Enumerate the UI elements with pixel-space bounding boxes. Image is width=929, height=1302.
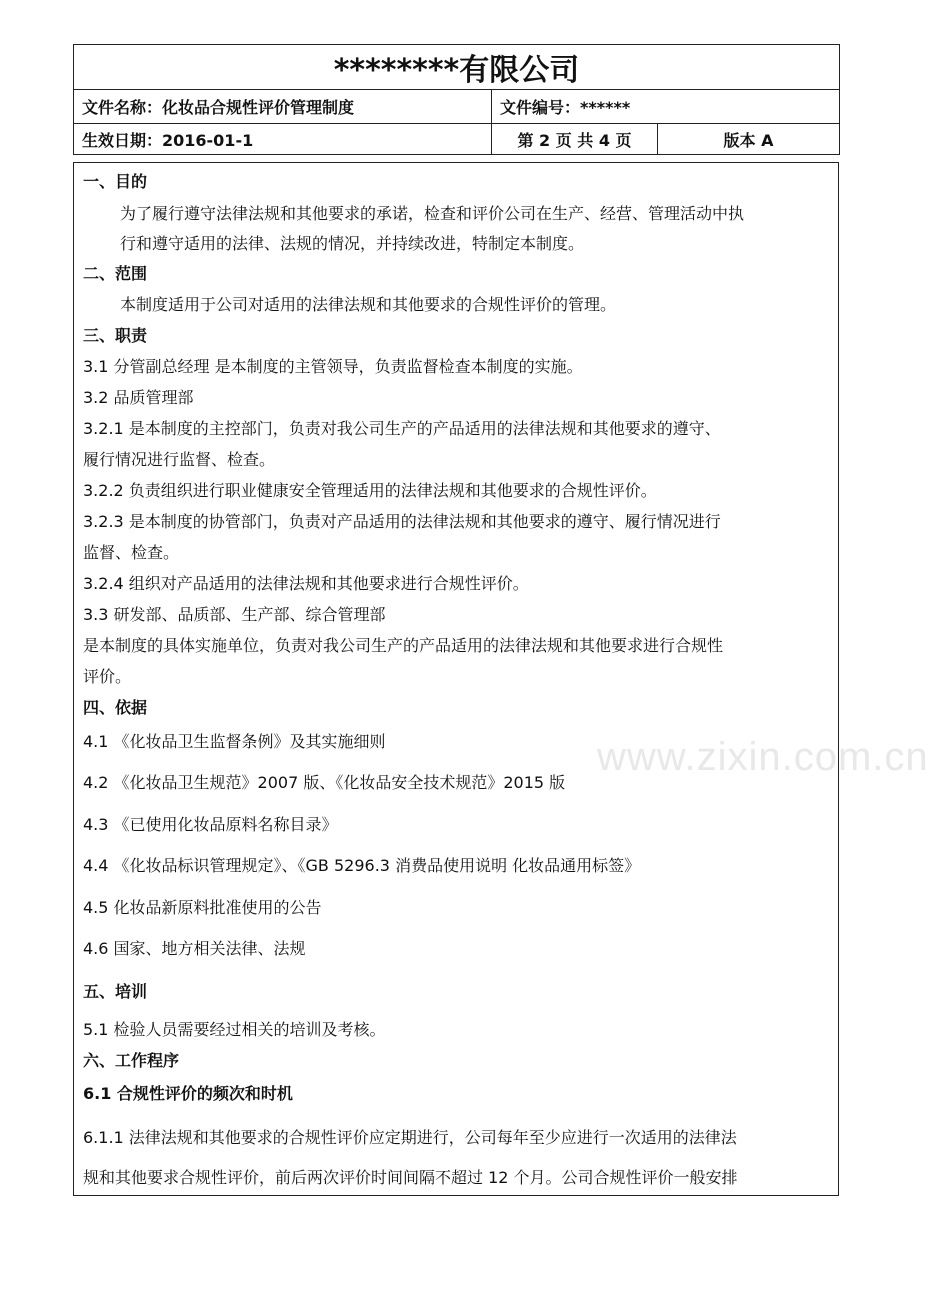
paragraph-line: 5.1 检验人员需要经过相关的培训及考核。 bbox=[83, 1020, 386, 1039]
paragraph-line: 行和遵守适用的法律、法规的情况，并持续改进，特制定本制度。 bbox=[120, 234, 585, 253]
paragraph-line: 3.2.3 是本制度的协管部门，负责对产品适用的法律法规和其他要求的遵守、履行情况进行 bbox=[83, 512, 721, 531]
version-label: 版本 A bbox=[658, 124, 840, 155]
section-heading-duties: 三、职责 bbox=[83, 326, 148, 345]
paragraph-line: 3.2.1 是本制度的主控部门，负责对我公司生产的产品适用的法律法规和其他要求的遵守、 bbox=[83, 419, 721, 438]
subsection-heading: 6.1 合规性评价的频次和时机 bbox=[83, 1084, 293, 1103]
section-heading-scope: 二、范围 bbox=[83, 264, 148, 283]
paragraph-line: 本制度适用于公司对适用的法律法规和其他要求的合规性评价的管理。 bbox=[120, 295, 617, 314]
paragraph-line: 为了履行遵守法律法规和其他要求的承诺，检查和评价公司在生产、经营、管理活动中执 bbox=[120, 204, 745, 223]
file-number-label: 文件编号：****** bbox=[492, 90, 840, 124]
paragraph-line: 3.2.4 组织对产品适用的法律法规和其他要求进行合规性评价。 bbox=[83, 574, 529, 593]
paragraph-line: 3.1 分管副总经理 是本制度的主管领导，负责监督检查本制度的实施。 bbox=[83, 357, 583, 376]
basis-item: 4.2 《化妆品卫生规范》2007 版、《化妆品安全技术规范》2015 版 bbox=[83, 773, 566, 792]
watermark: www.zixin.com.cn bbox=[597, 735, 929, 779]
paragraph-line: 规和其他要求合规性评价，前后两次评价时间间隔不超过 12 个月。公司合规性评价一般安排 bbox=[83, 1168, 738, 1187]
basis-item: 4.4 《化妆品标识管理规定》、《GB 5296.3 消费品使用说明 化妆品通用标签》 bbox=[83, 856, 641, 875]
paragraph-line: 3.2 品质管理部 bbox=[83, 388, 194, 407]
section-heading-training: 五、培训 bbox=[83, 982, 148, 1001]
paragraph-line: 履行情况进行监督、检查。 bbox=[83, 450, 276, 469]
page-info: 第 2 页 共 4 页 bbox=[492, 124, 658, 155]
paragraph-line: 3.3 研发部、品质部、生产部、综合管理部 bbox=[83, 605, 386, 624]
basis-item: 4.5 化妆品新原料批准使用的公告 bbox=[83, 898, 322, 917]
effective-date-label: 生效日期：2016-01-1 bbox=[74, 124, 492, 155]
header-table bbox=[73, 44, 840, 155]
paragraph-line: 评价。 bbox=[83, 667, 132, 686]
file-name-label: 文件名称：化妆品合规性评价管理制度 bbox=[74, 90, 492, 124]
section-heading-purpose: 一、目的 bbox=[83, 172, 148, 191]
document-header bbox=[73, 44, 841, 155]
paragraph-line: 监督、检查。 bbox=[83, 543, 180, 562]
paragraph-line: 3.2.2 负责组织进行职业健康安全管理适用的法律法规和其他要求的合规性评价。 bbox=[83, 481, 657, 500]
company-name: ********有限公司 bbox=[74, 45, 840, 90]
document-body bbox=[73, 162, 929, 1196]
basis-item: 4.6 国家、地方相关法律、法规 bbox=[83, 939, 306, 958]
basis-item: 4.1 《化妆品卫生监督条例》及其实施细则 bbox=[83, 732, 386, 751]
paragraph-line: 是本制度的具体实施单位，负责对我公司生产的产品适用的法律法规和其他要求进行合规性 bbox=[83, 636, 724, 655]
section-heading-basis: 四、依据 bbox=[83, 698, 148, 717]
paragraph-line: 6.1.1 法律法规和其他要求的合规性评价应定期进行，公司每年至少应进行一次适用的法律法 bbox=[83, 1128, 737, 1147]
basis-item: 4.3 《已使用化妆品原料名称目录》 bbox=[83, 815, 338, 834]
section-heading-procedure: 六、工作程序 bbox=[83, 1051, 180, 1070]
